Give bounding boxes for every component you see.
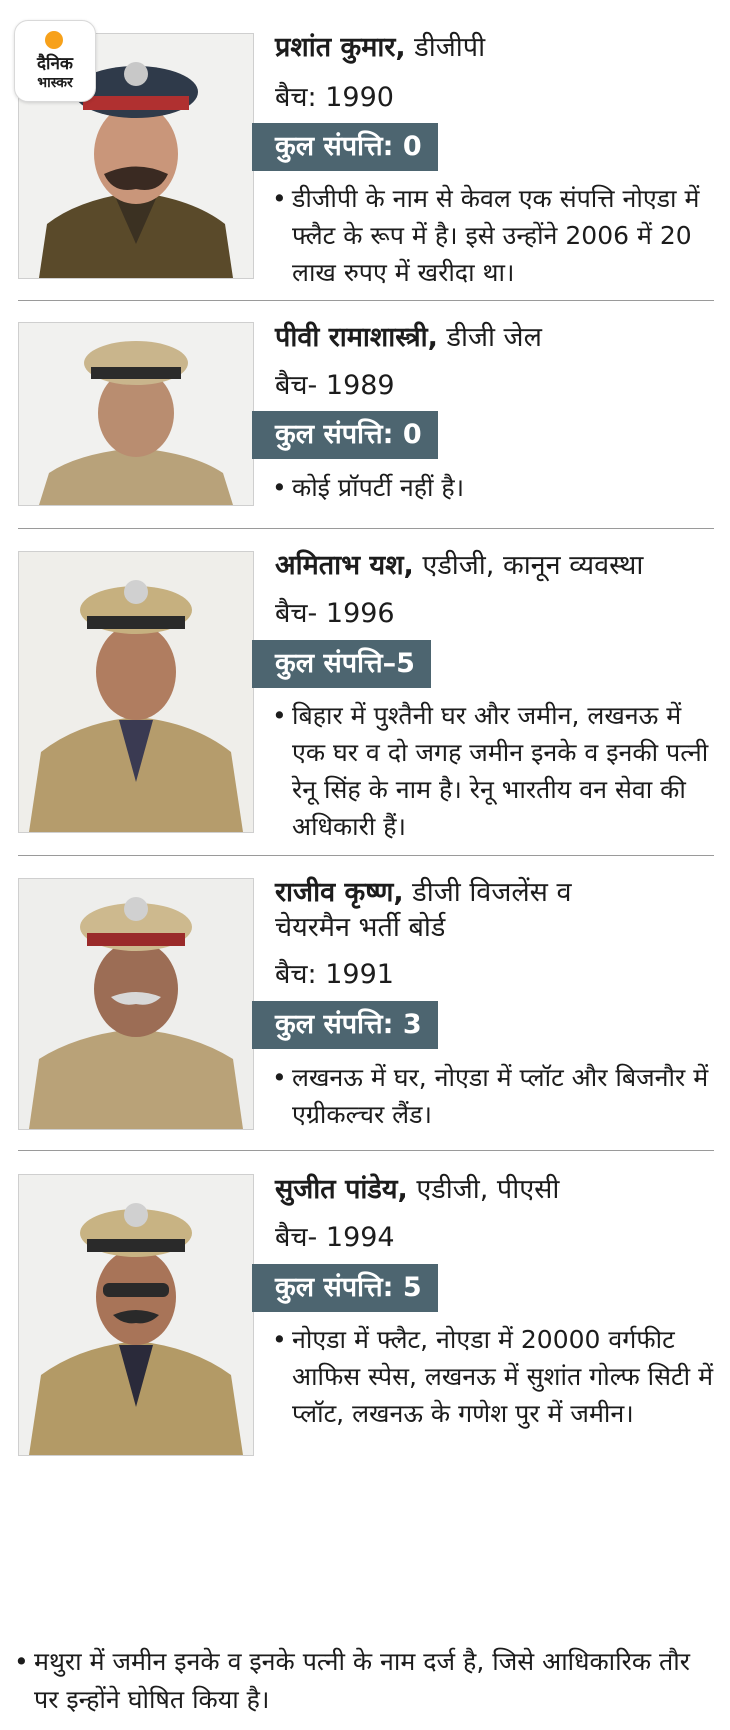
officer-post: डीजी जेल <box>437 322 542 353</box>
officer-name-line <box>275 1172 559 1208</box>
divider <box>18 855 714 856</box>
footnote-bullet: • मथुरा में जमीन इनके व इनके पत्नी के नाम दर्ज है, जिसे आधिकारिक तौर पर इन्होंने घोषित किया है। <box>14 1643 714 1719</box>
officer-post: डीजीपी <box>405 32 486 63</box>
bullet-list <box>272 469 720 506</box>
logo-text-line2: भास्कर <box>37 75 73 91</box>
sun-icon <box>45 31 63 49</box>
total-assets-bar: कुल संपत्ति: 0 <box>252 411 438 459</box>
bullet-item: • बिहार में पुश्तैनी घर और जमीन, लखनऊ में एक घर व दो जगह जमीन इनके व इनकी पत्नी रेनू सिंह के नाम है। रेनू भारतीय वन सेवा की अधिकारी हैं। <box>272 697 720 845</box>
bullet-item: • नोएडा में फ्लैट, नोएडा में 20000 वर्गफीट आफिस स्पेस, लखनऊ में सुशांत गोल्फ सिटी में प्लॉट, लखनऊ के गणेश पुर में जमीन। <box>272 1321 720 1432</box>
officer-photo <box>18 322 254 506</box>
officer-name-line <box>275 320 542 356</box>
officer-name: पीवी रामाशास्त्री, <box>275 322 438 353</box>
officer-name: अमिताभ यश, <box>275 550 414 581</box>
officer-photo <box>18 1174 254 1456</box>
bullet-item: • डीजीपी के नाम से केवल एक संपत्ति नोएडा में फ्लैट के रूप में है। इसे उन्होंने 2006 में 20 लाख रुपए में खरीदा था। <box>272 180 720 291</box>
dainik-bhaskar-logo <box>14 20 96 102</box>
total-assets-bar: कुल संपत्ति–5 <box>252 640 431 688</box>
officer-post-line2: चेयरमैन भर्ती बोर्ड <box>275 912 446 943</box>
total-assets-bar: कुल संपत्ति: 0 <box>252 123 438 171</box>
officer-name-line <box>275 548 643 584</box>
officer-batch: बैच- 1994 <box>275 1222 395 1253</box>
officer-name-line <box>275 875 572 911</box>
officer-photo <box>18 551 254 833</box>
officer-batch: बैच: 1991 <box>275 959 394 990</box>
divider <box>18 300 714 301</box>
bullet-list <box>272 180 720 291</box>
officer-name: सुजीत पांडेय, <box>275 1174 408 1205</box>
divider <box>18 1150 714 1151</box>
bullet-list <box>272 1059 720 1133</box>
bullet-list <box>272 697 720 845</box>
total-assets-bar: कुल संपत्ति: 3 <box>252 1001 438 1049</box>
officer-name: राजीव कृष्ण, <box>275 877 404 908</box>
officer-post: एडीजी, कानून व्यवस्था <box>413 550 644 581</box>
footnote <box>14 1643 714 1719</box>
officer-batch: बैच: 1990 <box>275 82 394 113</box>
officer-name: प्रशांत कुमार, <box>275 32 406 63</box>
officer-photo <box>18 878 254 1130</box>
divider <box>18 528 714 529</box>
officer-batch: बैच- 1989 <box>275 370 395 401</box>
logo-text-line1: दैनिक <box>37 54 73 74</box>
bullet-item: • कोई प्रॉपर्टी नहीं है। <box>272 469 720 506</box>
officer-name-line <box>275 30 485 66</box>
total-assets-bar: कुल संपत्ति: 5 <box>252 1264 438 1312</box>
bullet-list <box>272 1321 720 1432</box>
officer-batch: बैच- 1996 <box>275 598 395 629</box>
bullet-item: • लखनऊ में घर, नोएडा में प्लॉट और बिजनौर में एग्रीकल्चर लैंड। <box>272 1059 720 1133</box>
officer-post: एडीजी, पीएसी <box>407 1174 560 1205</box>
officer-post: डीजी विजलेंस व <box>403 877 572 908</box>
